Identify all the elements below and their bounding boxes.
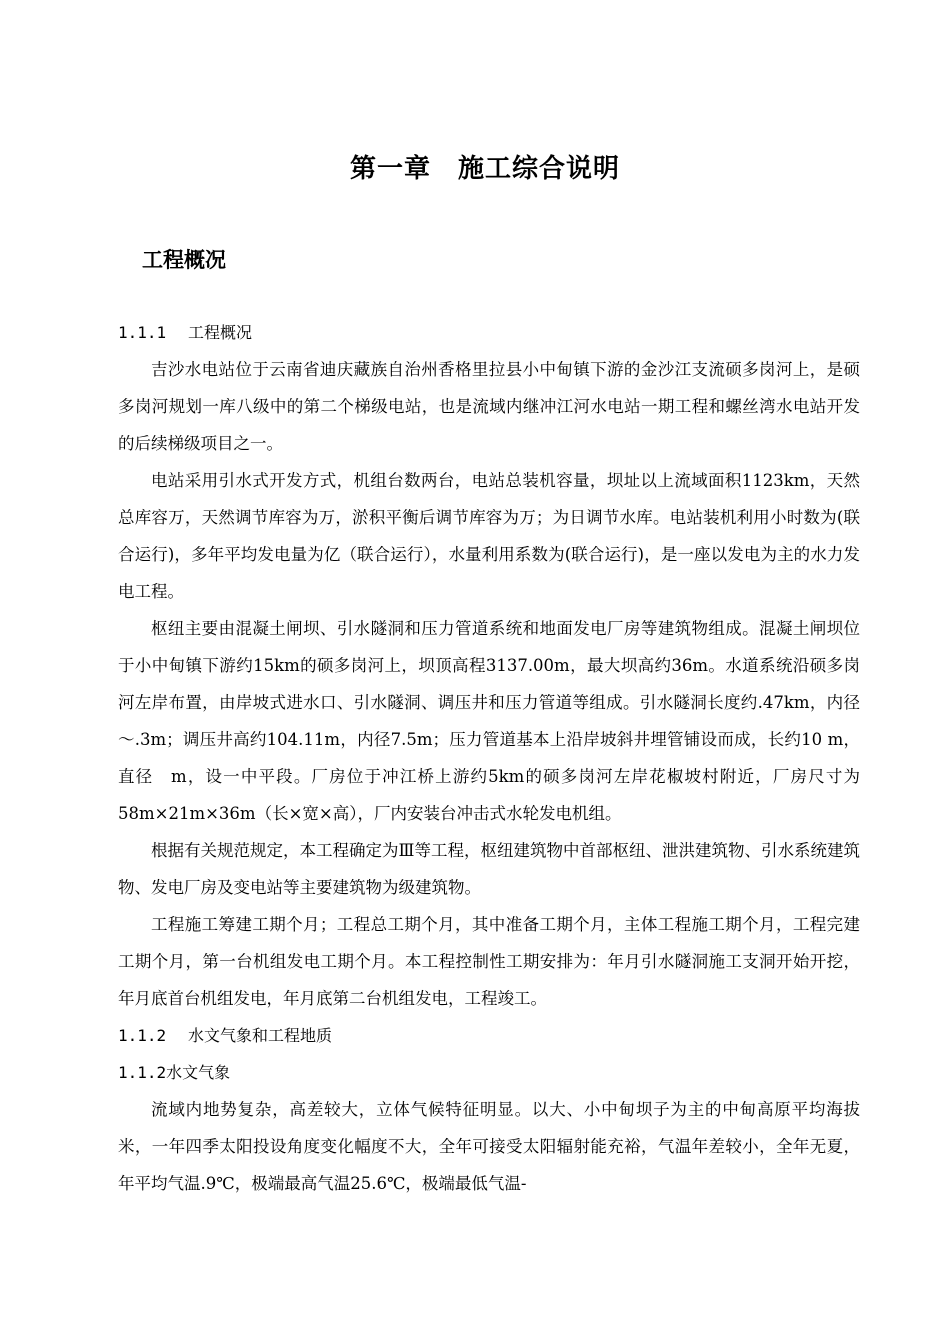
paragraph: 流域内地势复杂，高差较大，立体气候特征明显。以大、小中甸坝子为主的中甸高原平均海拔米，一年四季太阳投设角度变化幅度不大，全年可接受太阳辐射能充裕，气温年差较小，全年无夏，年平均气温.9℃，极端最高气温25.6℃，极端最低气温- bbox=[118, 1100, 860, 1193]
paragraph: 工程施工筹建工期个月；工程总工期个月，其中准备工期个月，主体工程施工期个月，工程完建工期个月，第一台机组发电工期个月。本工程控制性工期安排为：年月引水隧洞施工支洞开始开挖，年月底首台机组发电，年月底第二台机组发电，工程竣工。 bbox=[118, 915, 860, 1008]
chapter-title: 第一章 施工综合说明 bbox=[349, 154, 620, 184]
subsection-number: 1.1.2 bbox=[118, 1026, 167, 1045]
paragraph: 吉沙水电站位于云南省迪庆藏族自治州香格里拉县小中甸镇下游的金沙江支流硕多岗河上，是硕多岗河规划一库八级中的第二个梯级电站，也是流域内继冲江河水电站一期工程和螺丝湾水电站开发的后续梯级项目之一。 bbox=[118, 360, 860, 453]
subsection-heading-hydrology: 1.1.2水文气象 bbox=[118, 1063, 231, 1082]
subsection-heading-1-1-1 bbox=[118, 314, 860, 351]
subsection-heading-1-1-2 bbox=[118, 1017, 860, 1054]
paragraph: 枢纽主要由混凝土闸坝、引水隧洞和压力管道系统和地面发电厂房等建筑物组成。混凝土闸坝位于小中甸镇下游约15km的硕多岗河上，坝顶高程3137.00m，最大坝高约36m。水道系统沿硕多岗河左岸布置，由岸坡式进水口、引水隧洞、调压井和压力管道等组成。引水隧洞长度约.47km，内径～.3m；调压井高约104.11m，内径7.5m；压力管道基本上沿岸坡斜井埋管铺设而成，长约10 m，直径 m，设一中平段。厂房位于冲江桥上游约5km的硕多岗河左岸花椒坡村附近，厂房尺寸为58m×21m×36m（长×宽×高），厂内安装台冲击式水轮发电机组。 bbox=[118, 619, 860, 823]
subsection-title: 水文气象和工程地质 bbox=[188, 1026, 333, 1045]
paragraph: 电站采用引水式开发方式，机组台数两台，电站总装机容量，坝址以上流域面积1123km，天然总库容万，天然调节库容为万，淤积平衡后调节库容为万；为日调节水库。电站装机利用小时数为(联合运行)，多年平均发电量为亿（联合运行），水量利用系数为(联合运行)，是一座以发电为主的水力发电工程。 bbox=[118, 471, 860, 601]
section-title: 工程概况 bbox=[142, 248, 226, 272]
subsection-number: 1.1.1 bbox=[118, 323, 167, 342]
subsection-title: 工程概况 bbox=[188, 323, 253, 342]
paragraph: 根据有关规范规定，本工程确定为Ⅲ等工程，枢纽建筑物中首部枢纽、泄洪建筑物、引水系统建筑物、发电厂房及变电站等主要建筑物为级建筑物。 bbox=[118, 841, 860, 897]
document-body bbox=[118, 314, 860, 1202]
